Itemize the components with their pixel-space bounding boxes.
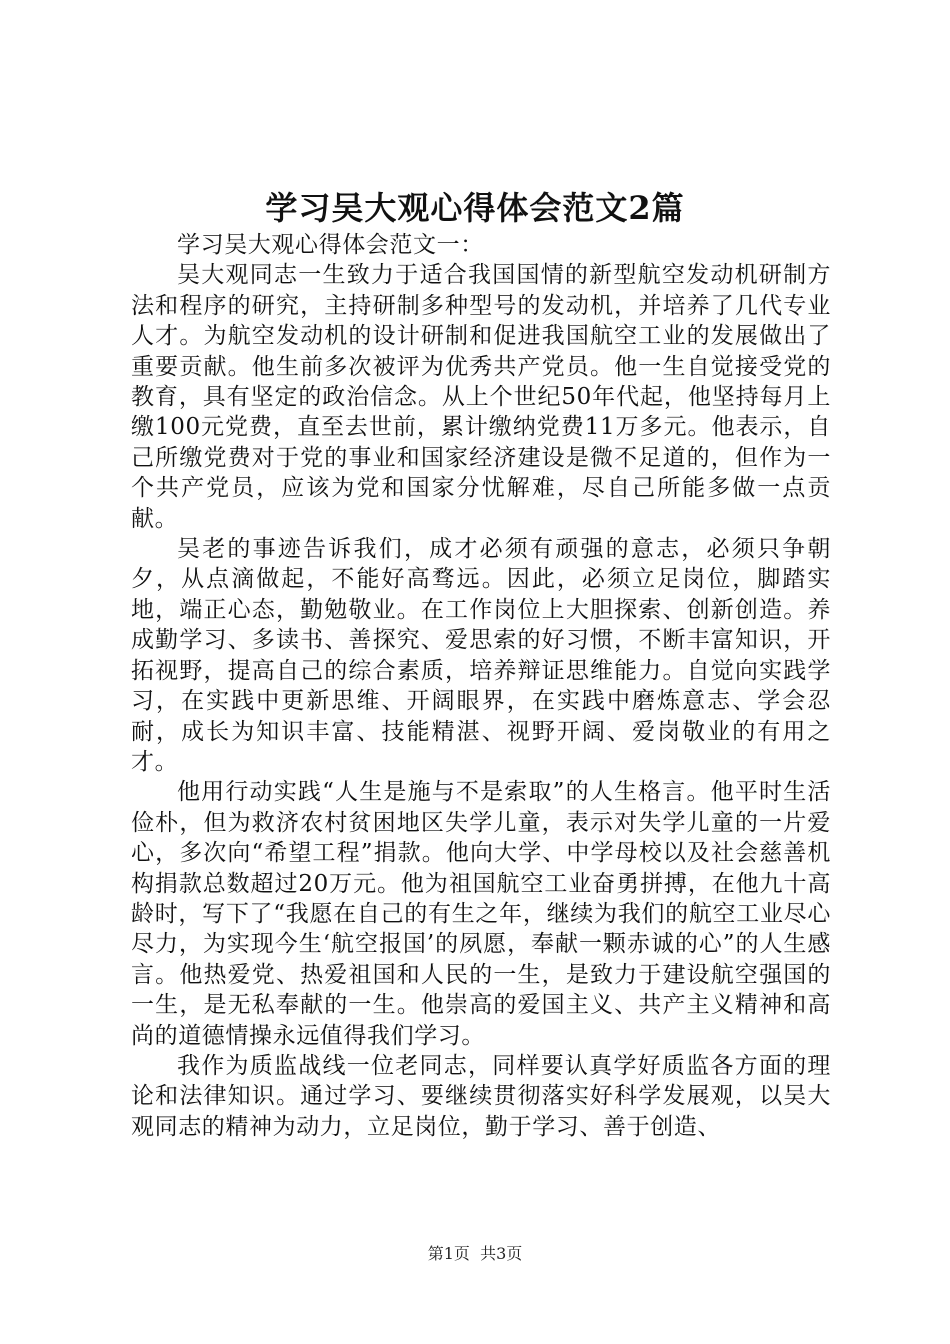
page-total: 共3页 — [480, 1244, 523, 1263]
page-number: 第1页 — [427, 1244, 470, 1263]
paragraph: 吴大观同志一生致力于适合我国国情的新型航空发动机研制方法和程序的研究，主持研制多种型号的发动机，并培养了几代专业人才。为航空发动机的设计研制和促进我国航空工业的发展做出了重要贡献。他生前多次被评为优秀共产党员。他一生自觉接受党的教育，具有坚定的政治信念。从上个世纪50年代起，他坚持每月上缴100元党费，直至去世前，累计缴纳党费11万多元。他表示，自己所缴党费对于党的事业和国家经济建设是微不足道的，但作为一个共产党员，应该为党和国家分忧解难，尽自己所能多做一点贡献。 — [131, 262, 831, 532]
paragraph: 吴老的事迹告诉我们，成才必须有顽强的意志，必须只争朝夕，从点滴做起，不能好高骛远。因此，必须立足岗位，脚踏实地，端正心态，勤勉敬业。在工作岗位上大胆探索、创新创造。养成勤学习、多读书、善探究、爱思索的好习惯，不断丰富知识，开拓视野，提高自己的综合素质，培养辩证思维能力。自觉向实践学习，在实践中更新思维、开阔眼界，在实践中磨炼意志、学会忍耐，成长为知识丰富、技能精湛、视野开阔、爱岗敬业的有用之才。 — [131, 536, 831, 775]
paragraph: 我作为质监战线一位老同志，同样要认真学好质监各方面的理论和法律知识。通过学习、要继续贯彻落实好科学发展观，以吴大观同志的精神为动力，立足岗位，勤于学习、善于创造、 — [131, 1052, 831, 1140]
paragraph: 他用行动实践“人生是施与不是索取”的人生格言。他平时生活俭朴，但为救济农村贫困地区失学儿童，表示对失学儿童的一片爱心，多次向“希望工程”捐款。他向大学、中学母校以及社会慈善机构捐款总数超过20万元。他为祖国航空工业奋勇拼搏，在他九十高龄时，写下了“我愿在自己的有生之年，继续为我们的航空工业尽心尽力，为实现今生‘航空报国’的夙愿，奉献一颗赤诚的心”的人生感言。他热爱党、热爱祖国和人民的一生，是致力于建设航空强国的一生，是无私奉献的一生。他崇高的爱国主义、共产主义精神和高尚的道德情操永远值得我们学习。 — [131, 779, 831, 1049]
page-footer — [0, 1243, 950, 1265]
section-heading: 学习吴大观心得体会范文一： — [177, 232, 484, 258]
document-body — [131, 230, 831, 1142]
document-title: 学习吴大观心得体会范文2篇 — [265, 189, 685, 227]
